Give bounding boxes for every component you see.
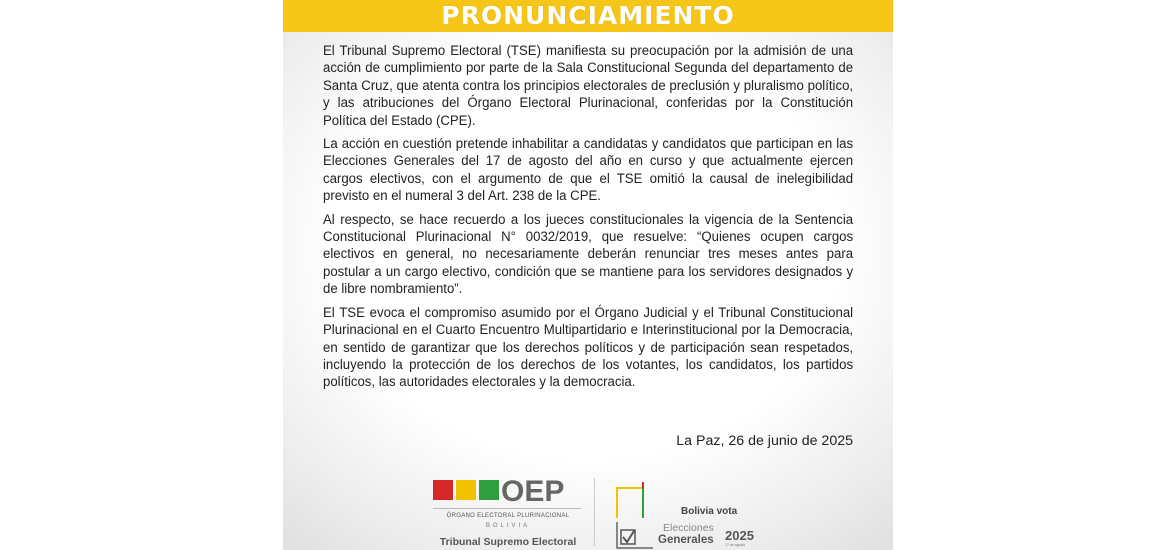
document-date: La Paz, 26 de junio de 2025 [676,433,853,449]
paragraph-1: El Tribunal Supremo Electoral (TSE) manifiesta su preocupación por la admisión de una acción de cumplimiento por parte de la Sala Constitucional Segunda del departamento de Santa Cruz, que atenta contra los principios electorales de preclusión y pluralismo político, y las atribuciones del Órgano Electoral Plurinacional, conferidas por la Constitución Política del Estado (CPE). [323,43,854,129]
footer-logos [283,470,893,550]
paragraph-3: Al respecto, se hace recuerdo a los jueces constitucionales la vigencia de la Sentencia Constitucional Plurinacional N° 0032/2019, que resuelve: “Quienes ocupen cargos electivos en general, no necesariamente deberán renunciar tres meses antes para postular a un cargo electivo, condición que se mantiene para los servidores designados y de libre nombramiento”. [323,211,854,298]
red-square-icon [433,480,453,500]
election-year: 2025 [725,528,754,543]
document-title: PRONUNCIAMIENTO [441,1,735,30]
generales-label: Generales [658,534,714,546]
election-date-small: 17 de agosto [725,543,746,547]
oep-institution: Tribunal Supremo Electoral [439,536,577,548]
logo-divider [594,478,595,546]
elecciones-label: Elecciones [663,522,714,534]
pronouncement-document [283,0,893,550]
document-body [323,43,853,398]
oep-subtitle: ÓRGANO ELECTORAL PLURINACIONAL [446,513,570,519]
yellow-square-icon [456,480,476,500]
flag-squares-icon [433,480,499,500]
paragraph-2: La acción en cuestión pretende inhabilitar a candidatas y candidatos que participan en las Elecciones Generales del 17 de agosto del año en curso y que actualmente ejercen cargos electivos, con el argumento de que el TSE omitió la causal de inelegibilidad previsto en el numeral 3 del Art. 238 de la CPE. [323,136,854,205]
title-banner [283,0,893,32]
oep-wordmark: OEP [501,475,565,508]
oep-logo [433,475,583,548]
bolivia-vota-tagline: Bolivia vota [681,506,738,517]
bolivia-vota-logo [613,478,753,550]
paragraph-4: El TSE evoca el compromiso asumido por el Órgano Judicial y el Tribunal Constitucional Plurinacional en el Cuarto Encuentro Multipartidario e Interinstitucional por la Democracia, en sentido de garantizar que los derechos políticos y de participación sean respetados, incluyendo la protección de los derechos de los votantes, los candidatos, los partidos políticos, las autoridades electorales y la democracia. [323,304,854,391]
oep-country: BOLIVIA [485,523,531,529]
oep-divider-line [433,508,581,509]
green-square-icon [479,480,499,500]
